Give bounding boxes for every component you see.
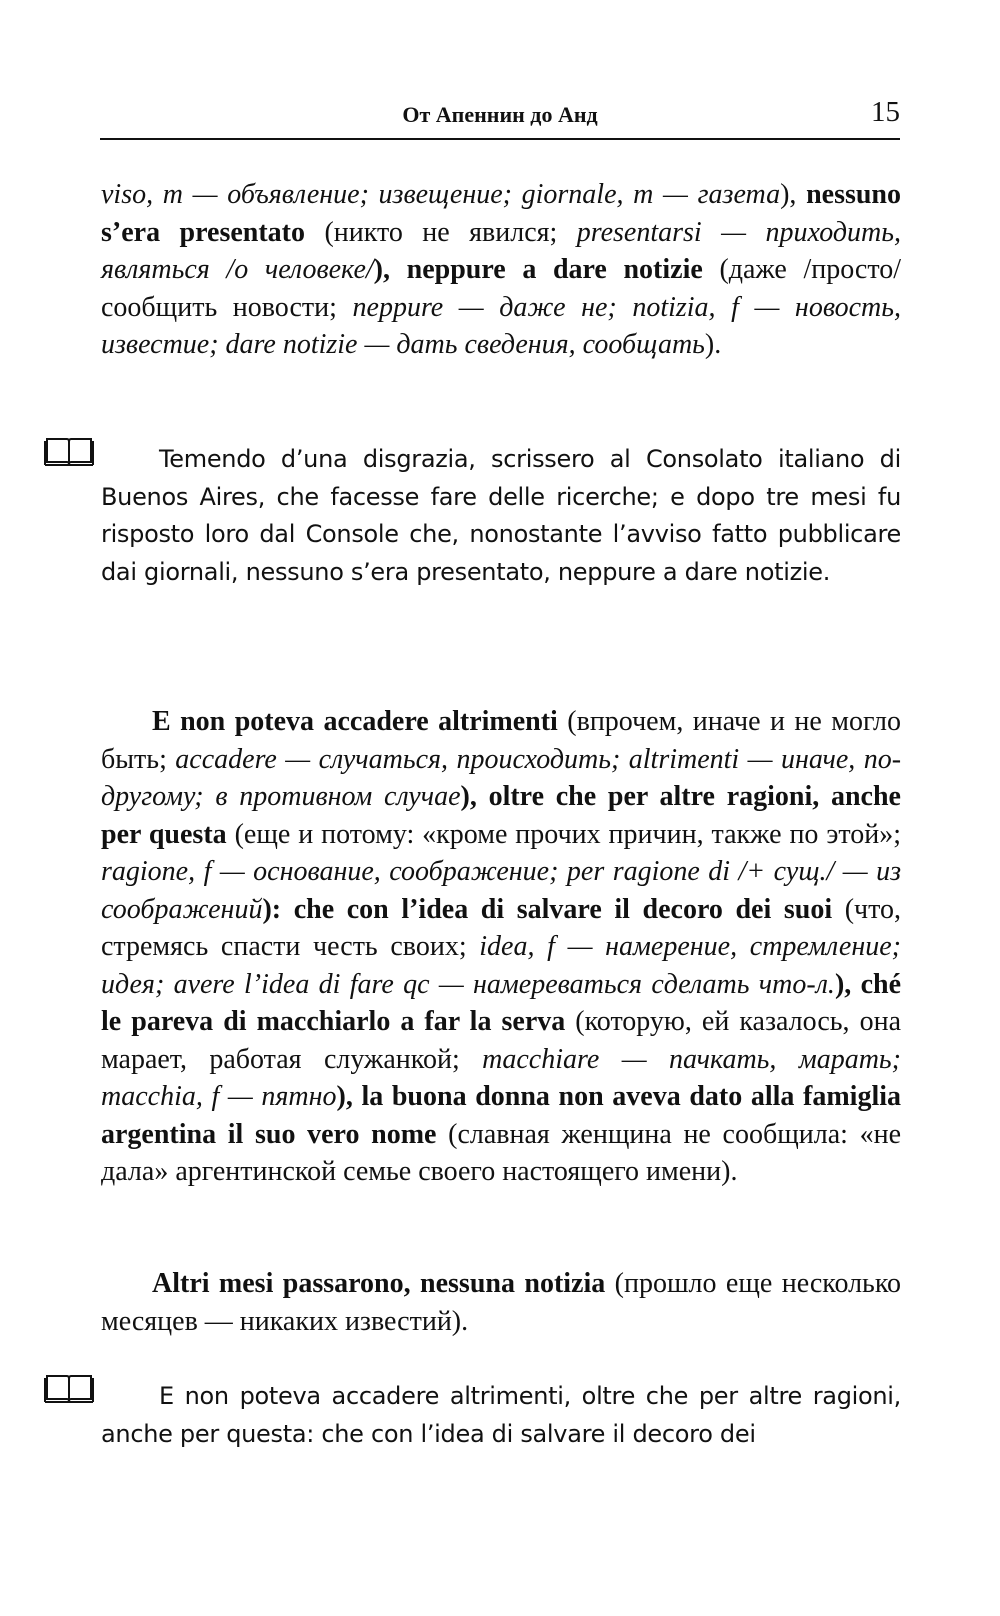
italian-phrase: oltre che per altre ragioni, anche per questa	[101, 781, 901, 850]
translation: (даже /просто/ сообщить новости;	[101, 254, 901, 323]
gloss: viso, m — объявление; извещение; giornale, m — газета	[101, 179, 781, 210]
translation: (еще и потому: «кроме прочих причин, также по этой»;	[226, 818, 902, 850]
commentary-paragraph-1	[101, 176, 901, 364]
italian-phrase: la buona donna non aveva dato alla famiglia argentina il suo vero nome	[101, 1081, 902, 1150]
text: ):	[262, 893, 294, 925]
italian-phrase: ché le pareva di macchiarlo a far la serva	[101, 968, 902, 1037]
open-book-icon	[44, 1374, 94, 1404]
gloss: accadere — случаться, происходить; altrimenti — иначе, по-другому; в противном случае	[101, 743, 902, 812]
italian-phrase: E non poteva accadere altrimenti	[152, 706, 558, 737]
translation: (никто не явился;	[305, 216, 577, 248]
commentary-paragraph-3	[101, 1265, 901, 1340]
translation: (что, стремясь спасти честь своих;	[101, 893, 901, 962]
italian-phrase: Altri mesi passarono, nessuna notizia	[152, 1268, 606, 1299]
page-header	[100, 96, 900, 140]
commentary-paragraph-2	[101, 703, 901, 1191]
open-book-icon	[44, 437, 94, 467]
gloss: idea, f — намерение, стремление; идея; avere l’idea di fare qc — намереваться сделать что-л.	[101, 931, 901, 1000]
text: ),	[834, 968, 861, 1000]
gloss: presentarsi — приходить, являться /о человеке/	[101, 216, 901, 285]
running-title: От Апеннин до Анд	[402, 102, 598, 127]
text: ),	[460, 781, 489, 812]
italian-phrase: neppure a dare notizie	[406, 254, 703, 285]
text: ).	[704, 329, 722, 360]
text: ),	[373, 254, 407, 285]
text: ),	[336, 1081, 362, 1112]
translation: (прошло еще несколько месяцев — никаких известий).	[101, 1268, 902, 1337]
italian-phrase: nessuno s’era presentato	[101, 179, 901, 248]
gloss: macchiare — пачкать, марать; macchia, f — пятно	[101, 1043, 901, 1112]
original-text-paragraph-1	[101, 441, 901, 591]
translation: (которую, ей казалось, она марает, работая служанкой;	[101, 1006, 901, 1075]
page-number: 15	[871, 96, 900, 128]
original-text: E non poteva accadere altrimenti, oltre che per altre ragioni, anche per questa: che con l’idea di salvare il decoro dei	[101, 1382, 901, 1448]
translation: (впрочем, иначе и не могло быть;	[101, 706, 901, 775]
italian-phrase: che con l’idea di salvare il decoro dei suoi	[293, 893, 833, 925]
gloss: neppure — даже не; notizia, f — новость, известие; dare notizie — дать сведения, сообщать	[101, 291, 901, 360]
translation: (славная женщина не сообщила: «не дала» аргентинской семье своего настоящего имени).	[101, 1118, 901, 1187]
gloss: ragione, f — основание, соображение; per ragione di /+ сущ./ — из соображений	[101, 856, 901, 925]
original-text: Temendo d’una disgrazia, scrissero al Consolato italiano di Buenos Aires, che facesse fare delle ricerche; e dopo tre mesi fu risposto loro dal Console che, nonostante l’avviso fatto pubblicare dai giornali, nessuno s’era presentato, neppure a dare notizie.	[101, 445, 901, 586]
original-text-paragraph-2	[101, 1378, 901, 1453]
text: ),	[780, 179, 807, 210]
